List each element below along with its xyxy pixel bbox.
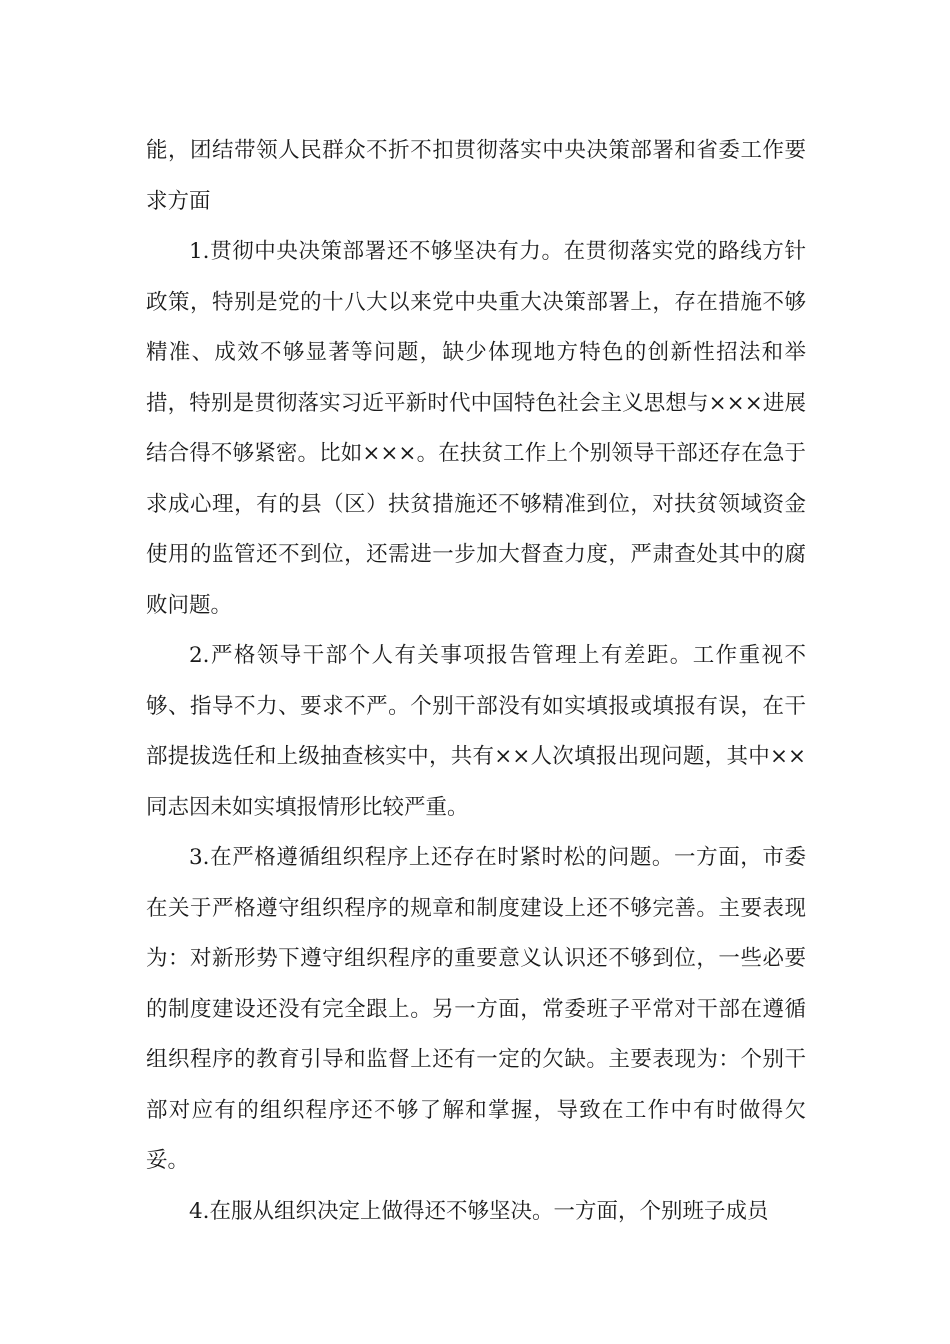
paragraph-item-2: 2.严格领导干部个人有关事项报告管理上有差距。工作重视不够、指导不力、要求不严。个别干部没有如实填报或填报有误，在干部提拔选任和上级抽查核实中，共有××人次填报出现问题，其中××同志因未如实填报情形比较严重。	[146, 643, 806, 820]
paragraph-item-4: 4.在服从组织决定上做得还不够坚决。一方面，个别班子成员	[189, 1198, 769, 1224]
paragraph-item-3: 3.在严格遵循组织程序上还存在时紧时松的问题。一方面，市委在关于严格遵守组织程序的规章和制度建设上还不够完善。主要表现为：对新形势下遵守组织程序的重要意义认识还不够到位，一些必要的制度建设还没有完全跟上。另一方面，常委班子平常对干部在遵循组织程序的教育引导和监督上还有一定的欠缺。主要表现为：个别干部对应有的组织程序还不够了解和掌握，导致在工作中有时做得欠妥。	[146, 845, 806, 1173]
paragraph-continued: 能，团结带领人民群众不折不扣贯彻落实中央决策部署和省委工作要求方面	[146, 138, 806, 214]
document-body	[146, 126, 806, 1237]
paragraph-item-1: 1.贯彻中央决策部署还不够坚决有力。在贯彻落实党的路线方针政策，特别是党的十八大以来党中央重大决策部署上，存在措施不够精准、成效不够显著等问题，缺少体现地方特色的创新性招法和举措，特别是贯彻落实习近平新时代中国特色社会主义思想与×××进展结合得不够紧密。比如×××。在扶贫工作上个别领导干部还存在急于求成心理，有的县（区）扶贫措施还不够精准到位，对扶贫领域资金使用的监管还不到位，还需进一步加大督查力度，严肃查处其中的腐败问题。	[146, 239, 806, 618]
